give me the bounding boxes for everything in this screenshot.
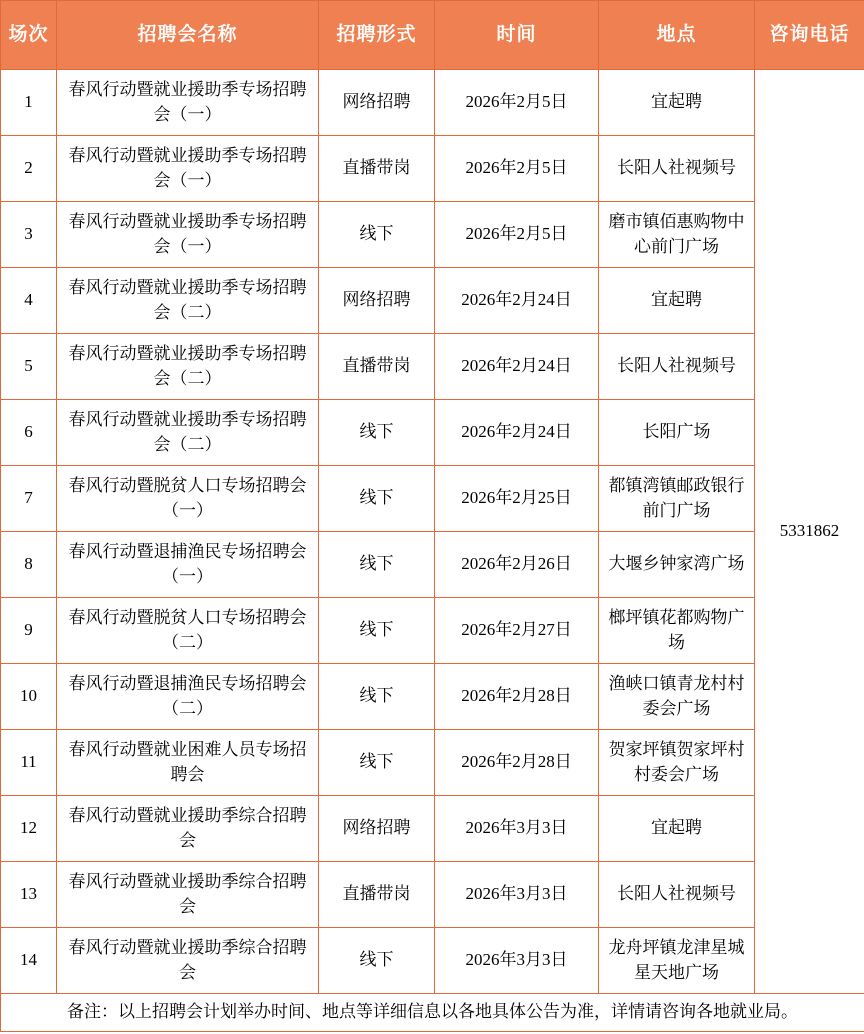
cell-place: 宜起聘: [599, 796, 755, 862]
column-header-time: 时间: [435, 1, 599, 70]
cell-time: 2026年2月25日: [435, 466, 599, 532]
table-row: [1, 202, 864, 268]
cell-seq: 3: [1, 202, 57, 268]
cell-form: 直播带岗: [319, 862, 435, 928]
cell-name: 春风行动暨脱贫人口专场招聘会（二）: [57, 598, 319, 664]
cell-form: 直播带岗: [319, 136, 435, 202]
cell-time: 2026年2月24日: [435, 400, 599, 466]
cell-seq: 10: [1, 664, 57, 730]
cell-name: 春风行动暨就业援助季专场招聘会（二）: [57, 268, 319, 334]
cell-place: 榔坪镇花都购物广场: [599, 598, 755, 664]
table-row: [1, 796, 864, 862]
table-row: [1, 70, 864, 136]
table-row: [1, 862, 864, 928]
cell-name: 春风行动暨就业援助季综合招聘会: [57, 796, 319, 862]
table-note: 备注：以上招聘会计划举办时间、地点等详细信息以各地具体公告为准，详情请咨询各地就业局。: [1, 994, 864, 1032]
cell-seq: 1: [1, 70, 57, 136]
table-row: [1, 466, 864, 532]
cell-form: 网络招聘: [319, 796, 435, 862]
column-header-place: 地点: [599, 1, 755, 70]
table-row: [1, 664, 864, 730]
cell-form: 线下: [319, 598, 435, 664]
table-row: [1, 928, 864, 994]
table-row: [1, 268, 864, 334]
table-row: [1, 730, 864, 796]
table-header: [1, 1, 864, 70]
cell-phone: 5331862: [755, 70, 864, 994]
cell-time: 2026年2月24日: [435, 268, 599, 334]
cell-name: 春风行动暨就业援助季综合招聘会: [57, 862, 319, 928]
cell-form: 网络招聘: [319, 268, 435, 334]
cell-place: 都镇湾镇邮政银行前门广场: [599, 466, 755, 532]
cell-name: 春风行动暨退捕渔民专场招聘会（二）: [57, 664, 319, 730]
cell-time: 2026年2月27日: [435, 598, 599, 664]
cell-seq: 7: [1, 466, 57, 532]
cell-place: 宜起聘: [599, 70, 755, 136]
cell-place: 宜起聘: [599, 268, 755, 334]
cell-name: 春风行动暨就业援助季专场招聘会（一）: [57, 202, 319, 268]
cell-time: 2026年2月26日: [435, 532, 599, 598]
column-header-form: 招聘形式: [319, 1, 435, 70]
cell-name: 春风行动暨就业援助季专场招聘会（二）: [57, 334, 319, 400]
table-row: [1, 400, 864, 466]
table-row: [1, 598, 864, 664]
cell-time: 2026年2月28日: [435, 664, 599, 730]
cell-form: 直播带岗: [319, 334, 435, 400]
cell-place: 磨市镇佰惠购物中心前门广场: [599, 202, 755, 268]
cell-seq: 9: [1, 598, 57, 664]
cell-name: 春风行动暨就业援助季综合招聘会: [57, 928, 319, 994]
cell-place: 大堰乡钟家湾广场: [599, 532, 755, 598]
cell-time: 2026年2月28日: [435, 730, 599, 796]
table-row: [1, 532, 864, 598]
cell-name: 春风行动暨脱贫人口专场招聘会（一）: [57, 466, 319, 532]
table-body: [1, 70, 864, 1032]
cell-name: 春风行动暨就业困难人员专场招聘会: [57, 730, 319, 796]
cell-seq: 14: [1, 928, 57, 994]
cell-time: 2026年2月5日: [435, 136, 599, 202]
cell-place: 渔峡口镇青龙村村委会广场: [599, 664, 755, 730]
cell-form: 线下: [319, 730, 435, 796]
cell-time: 2026年2月5日: [435, 202, 599, 268]
cell-name: 春风行动暨就业援助季专场招聘会（二）: [57, 400, 319, 466]
table-note-row: [1, 994, 864, 1032]
cell-seq: 2: [1, 136, 57, 202]
cell-place: 贺家坪镇贺家坪村村委会广场: [599, 730, 755, 796]
cell-name: 春风行动暨就业援助季专场招聘会（一）: [57, 136, 319, 202]
cell-seq: 6: [1, 400, 57, 466]
cell-time: 2026年3月3日: [435, 796, 599, 862]
cell-time: 2026年3月3日: [435, 928, 599, 994]
column-header-phone: 咨询电话: [755, 1, 864, 70]
cell-time: 2026年3月3日: [435, 862, 599, 928]
table-row: [1, 136, 864, 202]
cell-place: 长阳人社视频号: [599, 136, 755, 202]
cell-seq: 8: [1, 532, 57, 598]
cell-seq: 11: [1, 730, 57, 796]
cell-time: 2026年2月5日: [435, 70, 599, 136]
column-header-seq: 场次: [1, 1, 57, 70]
cell-seq: 5: [1, 334, 57, 400]
cell-form: 线下: [319, 466, 435, 532]
cell-name: 春风行动暨退捕渔民专场招聘会（一）: [57, 532, 319, 598]
table-row: [1, 334, 864, 400]
cell-form: 线下: [319, 532, 435, 598]
column-header-name: 招聘会名称: [57, 1, 319, 70]
cell-form: 线下: [319, 400, 435, 466]
cell-place: 长阳广场: [599, 400, 755, 466]
cell-form: 线下: [319, 202, 435, 268]
cell-seq: 12: [1, 796, 57, 862]
cell-name: 春风行动暨就业援助季专场招聘会（一）: [57, 70, 319, 136]
cell-seq: 13: [1, 862, 57, 928]
cell-place: 长阳人社视频号: [599, 334, 755, 400]
cell-seq: 4: [1, 268, 57, 334]
cell-form: 网络招聘: [319, 70, 435, 136]
cell-form: 线下: [319, 928, 435, 994]
cell-form: 线下: [319, 664, 435, 730]
cell-place: 龙舟坪镇龙津星城星天地广场: [599, 928, 755, 994]
table-header-row: [1, 1, 864, 70]
cell-time: 2026年2月24日: [435, 334, 599, 400]
cell-place: 长阳人社视频号: [599, 862, 755, 928]
